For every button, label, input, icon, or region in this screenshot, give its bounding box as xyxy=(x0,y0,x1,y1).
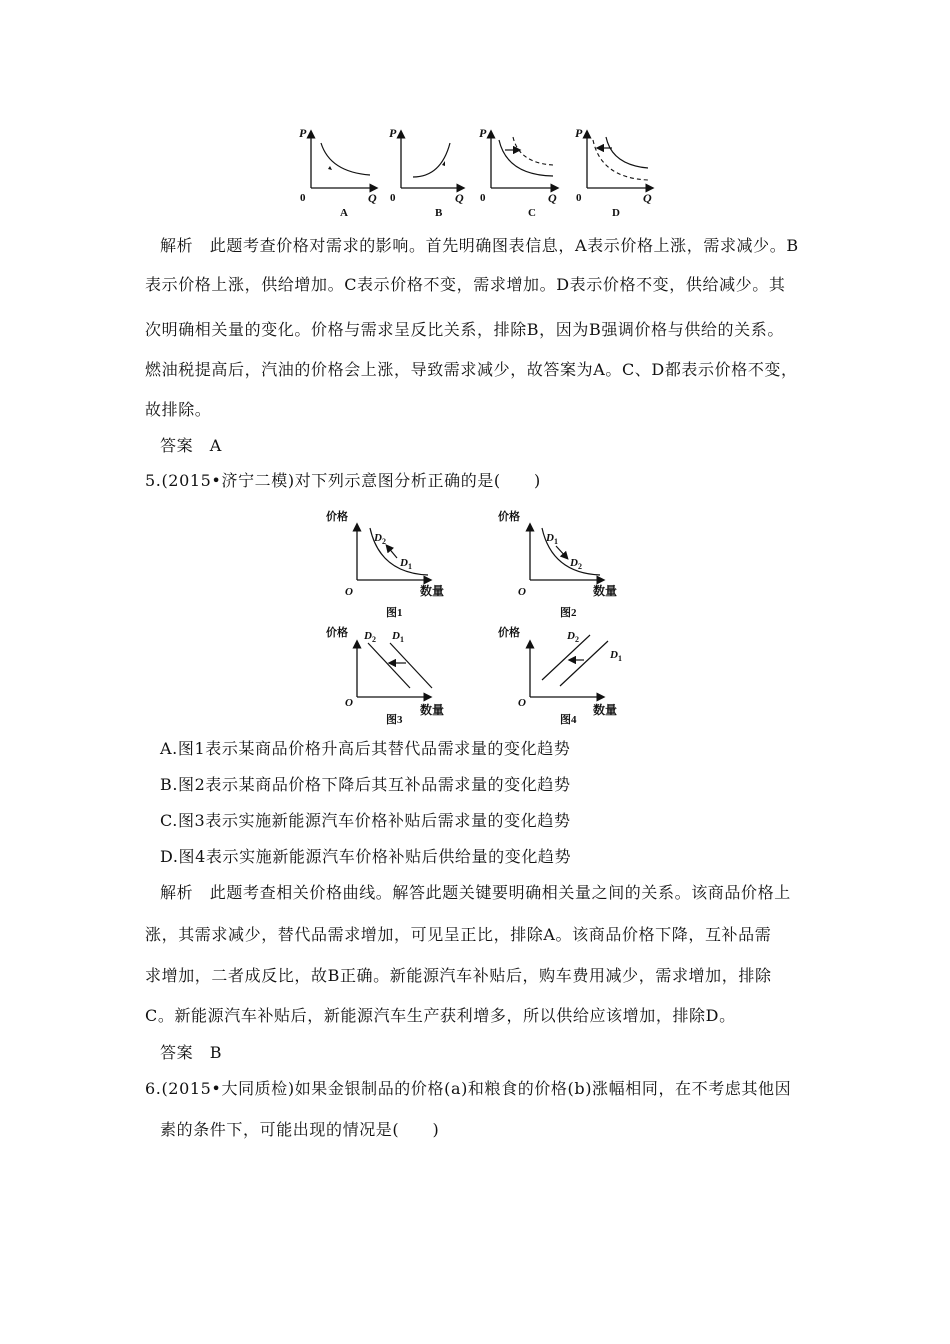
x-label: 数量 xyxy=(420,703,445,717)
origin: 0 xyxy=(390,192,396,204)
x-label: 数量 xyxy=(593,703,618,717)
caption-3: 图3 xyxy=(386,714,403,726)
q5-option-d: D.图4表示实施新能源汽车价格补贴后供给量的变化趋势 xyxy=(160,847,572,866)
q5-analysis-line-4: C。新能源汽车补贴后，新能源汽车生产获利增多，所以供给应该增加，排除D。 xyxy=(145,1006,736,1025)
y-label: 价格 xyxy=(498,627,520,639)
movement-arrow xyxy=(387,546,397,558)
q5-figure xyxy=(0,495,950,735)
caption-2: 图2 xyxy=(560,607,577,619)
panel-label-b: B xyxy=(435,207,443,219)
q5-option-b: B.图2表示某商品价格下降后其互补品需求量的变化趋势 xyxy=(160,775,571,794)
q5-stem: 5.(2015•济宁二模)对下列示意图分析正确的是( ) xyxy=(145,471,541,490)
y-label: 价格 xyxy=(326,627,348,639)
q4-analysis-line-2: 表示价格上涨，供给增加。C表示价格不变，需求增加。D表示价格不变，供给减少。其 xyxy=(145,275,786,294)
q5-option-a: A.图1表示某商品价格升高后其替代品需求量的变化趋势 xyxy=(160,739,571,758)
curve-label-d2: $D_2$ xyxy=(570,557,582,571)
x-label: 数量 xyxy=(593,584,618,598)
graph-1 xyxy=(326,509,444,619)
origin: O xyxy=(518,586,526,598)
q5-option-c: C.图3表示实施新能源汽车价格补贴后需求量的变化趋势 xyxy=(160,811,571,830)
line-d2 xyxy=(542,635,590,680)
curve-label-d1: $D_1$ xyxy=(610,649,622,663)
q4-answer: 答案 A xyxy=(160,436,222,455)
q5-analysis-line-2: 涨，其需求减少，替代品需求增加，可见呈正比，排除A。该商品价格下降，互补品需 xyxy=(145,925,772,944)
movement-arrow xyxy=(556,546,567,558)
axis-p: P xyxy=(389,126,397,140)
panel-label-c: C xyxy=(528,207,536,219)
graph-4 xyxy=(498,625,622,726)
origin: O xyxy=(518,697,526,709)
y-label: 价格 xyxy=(498,511,520,523)
axis-q: Q xyxy=(548,191,557,205)
panel-label-a: A xyxy=(340,207,348,219)
caption-1: 图1 xyxy=(386,607,403,619)
q4-analysis-line-5: 故排除。 xyxy=(145,400,212,419)
q4-analysis-line-1: 解析 此题考查价格对需求的影响。首先明确图表信息，A表示价格上涨，需求减少。B xyxy=(160,236,799,255)
point-arrow xyxy=(328,166,332,170)
line-d1 xyxy=(560,641,608,686)
curve-label-d2: $D_2$ xyxy=(567,630,579,644)
q5-analysis-line-1: 解析 此题考查相关价格曲线。解答此题关键要明确相关量之间的关系。该商品价格上 xyxy=(160,883,791,902)
graph-2 xyxy=(498,509,617,619)
q6-stem-line-1: 6.(2015•大同质检)如果金银制品的价格(a)和粮食的价格(b)涨幅相同，在不考虑其他因 xyxy=(145,1079,792,1098)
supply-curve xyxy=(413,143,450,177)
q5-answer: 答案 B xyxy=(160,1043,223,1062)
curve-label-d1: $D_1$ xyxy=(546,532,558,546)
axis-q: Q xyxy=(368,191,377,205)
q4-analysis-line-4: 燃油税提高后，汽油的价格会上涨，导致需求减少，故答案为A。C、D都表示价格不变， xyxy=(145,360,798,379)
origin: 0 xyxy=(480,192,486,204)
panel-b xyxy=(389,126,464,219)
axis-q: Q xyxy=(455,191,464,205)
shifted-curve xyxy=(513,137,553,165)
axis-p: P xyxy=(299,126,307,140)
panel-c xyxy=(479,126,557,219)
panel-label-d: D xyxy=(612,207,620,219)
q5-analysis-line-3: 求增加，二者成反比，故B正确。新能源汽车补贴后，购车费用减少，需求增加，排除 xyxy=(145,966,772,985)
demand-curve xyxy=(321,143,370,175)
caption-4: 图4 xyxy=(560,714,577,726)
original-curve xyxy=(606,137,648,168)
curve-label-d1: $D_1$ xyxy=(400,557,412,571)
axis-p: P xyxy=(575,126,583,140)
origin: 0 xyxy=(576,192,582,204)
origin: O xyxy=(345,697,353,709)
panel-d xyxy=(575,126,652,219)
line-d2 xyxy=(368,643,410,688)
axis-q: Q xyxy=(643,191,652,205)
curve-label-d1: $D_1$ xyxy=(392,630,404,644)
curve-label-d2: $D_2$ xyxy=(364,630,376,644)
curve-label-d2: $D_2$ xyxy=(374,532,386,546)
top-figure xyxy=(0,0,950,230)
q6-stem-line-2: 素的条件下，可能出现的情况是( ) xyxy=(160,1120,440,1139)
q4-analysis-line-3: 次明确相关量的变化。价格与需求呈反比关系，排除B，因为B强调价格与供给的关系。 xyxy=(145,320,784,339)
graph-3 xyxy=(326,625,444,726)
x-label: 数量 xyxy=(420,584,445,598)
line-d1 xyxy=(390,643,432,688)
origin: O xyxy=(345,586,353,598)
axis-p: P xyxy=(479,126,487,140)
original-curve xyxy=(499,140,553,176)
origin: 0 xyxy=(300,192,306,204)
panel-a xyxy=(299,126,377,219)
y-label: 价格 xyxy=(326,511,348,523)
